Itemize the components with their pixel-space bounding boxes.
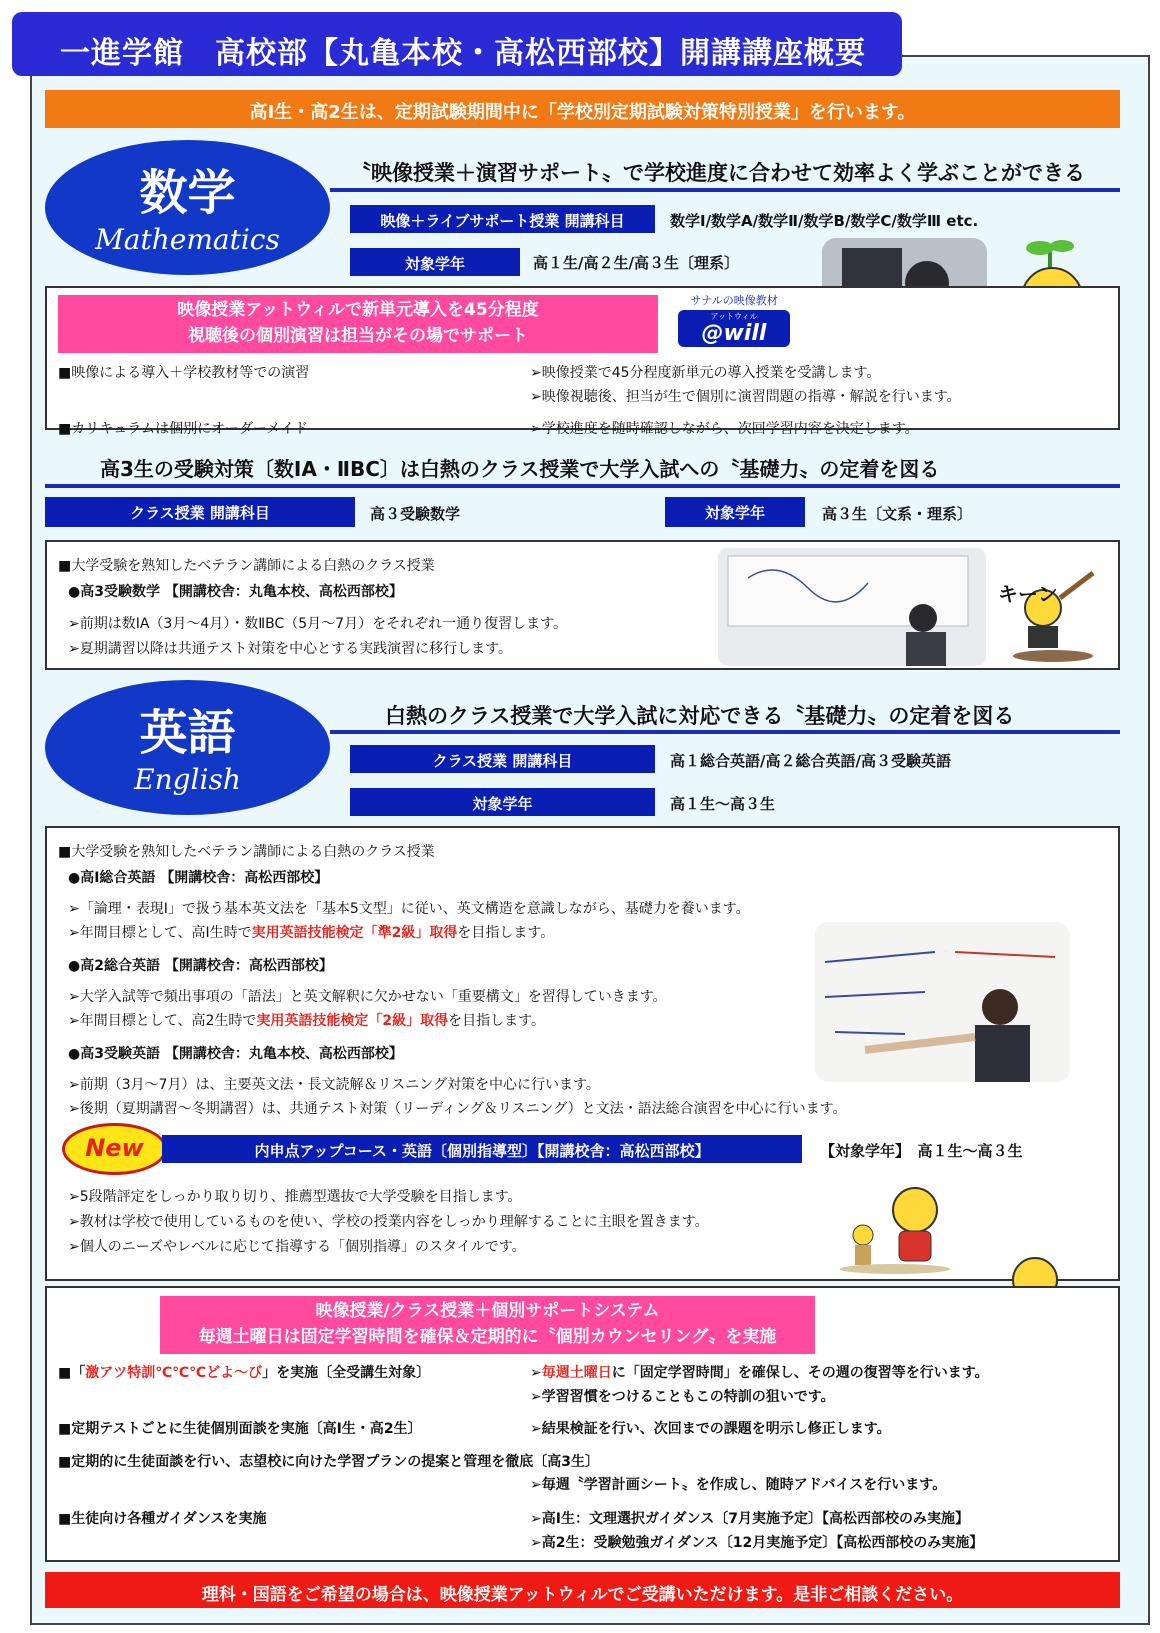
support-row-4: ■生徒向け各種ガイダンスを実施 [58, 1511, 267, 1527]
english-grade-label: 対象学年 [350, 788, 655, 816]
math-badge [45, 140, 330, 275]
support-row-1-detail-1b: に「固定学習時間」を確保し、その週の復習等を行います。 [611, 1365, 989, 1381]
english-course-1-title: ●高Ⅰ総合英語 【開講校舎：高松西部校】 [68, 870, 329, 886]
support-row-4-detail-2: ➢高2生：受験勉強ガイダンス〔12月実施予定〕【高松西部校のみ実施】 [530, 1535, 984, 1551]
math-badge-title: 数学 [139, 165, 236, 221]
english-course-2-line-2a: ➢年間目標として、高2生時で [68, 1013, 257, 1029]
english-badge [45, 680, 330, 815]
english-subject-value: 高１総合英語/高２総合英語/高３受験英語 [670, 752, 951, 770]
support-row-1 [58, 1362, 430, 1382]
english-course-1-line-2b: を目指します。 [457, 925, 555, 941]
math-detail-3: ➢学校進度を随時確認しながら、次回学習内容を決定します。 [530, 421, 919, 437]
new-course-banner: 内申点アップコース・英語〔個別指導型〕【開講校舎：高松西部校】 [162, 1135, 802, 1163]
support-row-1-detail-2: ➢学習習慣をつけることもこの特訓の狙いです。 [530, 1389, 835, 1405]
math-class-grade-label: 対象学年 [665, 497, 805, 527]
english-course-3-line-1: ➢前期（3月～7月）は、主要英文法・長文読解＆リスニング対策を中心に行います。 [68, 1077, 600, 1093]
mascot-group [835, 1165, 955, 1275]
support-row-3: ■定期的に生徒面談を行い、志望校に向けた学習プランの提案と管理を徹底〔高3生〕 [58, 1454, 599, 1470]
math-teacher-photo [718, 548, 986, 666]
new-course-line-2: ➢教材は学校で使用しているものを使い、学校の授業内容をしっかり理解することに主眼を置きます。 [68, 1214, 709, 1230]
math-pink-line1: 映像授業アットウィルで新単元導入を45分程度 [177, 300, 539, 320]
english-course-2-line-2 [68, 1010, 545, 1030]
sound-effect: キーン [998, 582, 1058, 606]
support-row-1b: 」を実施〔全受講生対象〕 [262, 1365, 431, 1381]
english-course-3-line-2: ➢後期（夏期講習～冬期講習）は、共通テスト対策（リーディング＆リスニング）と文法・語法総合演習を中心に行います。 [68, 1101, 847, 1117]
english-course-3-title: ●高3受験英語 【開講校舎：丸亀本校、高松西部校】 [68, 1046, 403, 1062]
math-item-1: ■映像による導入＋学校教材等での演習 [58, 365, 310, 381]
math-class-grade-value: 高３生〔文系・理系〕 [822, 505, 973, 523]
support-row-1-detail-1a: ➢ [530, 1365, 542, 1381]
atwill-logo [678, 292, 790, 354]
math-badge-subtitle: Mathematics [95, 223, 280, 256]
math-headline-rule [330, 188, 1120, 192]
math-subject-value: 数学Ⅰ/数学A/数学Ⅱ/数学B/数学C/数学Ⅲ etc. [670, 212, 979, 230]
math-class-line-1: ■大学受験を熟知したベテラン講師による白熱のクラス授業 [58, 558, 435, 574]
english-course-1-goal: 実用英語技能検定「準2級」取得 [251, 925, 458, 941]
english-teacher-illustration [815, 922, 1070, 1082]
logo-wordmark: @will [701, 321, 767, 346]
math-class-value: 高３受験数学 [370, 505, 461, 523]
english-badge-subtitle: English [134, 763, 241, 796]
new-course-grade: 【対象学年】 高１生～高３生 [820, 1142, 1023, 1160]
math-item-2: ■カリキュラムは個別にオーダーメイド [58, 421, 309, 437]
page-title: 一進学館 高校部【丸亀本校・高松西部校】開講講座概要 [12, 12, 902, 76]
support-pink-line1: 映像授業/クラス授業＋個別サポートシステム [315, 1301, 660, 1321]
support-row-1-program: 激アツ特訓℃℃℃どよ～び [85, 1365, 263, 1381]
footer-banner: 理科・国語をご希望の場合は、映像授業アットウィルでご受講いただけます。是非ご相談ください。 [45, 1572, 1120, 1608]
math-detail-2: ➢映像視聴後、担当が生で個別に演習問題の指導・解説を行います。 [530, 389, 961, 405]
support-row-1-saturday: 毎週土曜日 [541, 1365, 612, 1381]
math-class-label: クラス授業 開講科目 [45, 497, 355, 527]
english-course-1-line-2a: ➢年間目標として、高Ⅰ生時で [68, 925, 252, 941]
new-badge: New [62, 1123, 167, 1175]
math-exam-rule [45, 484, 1120, 488]
english-course-1-line-2 [68, 922, 554, 942]
english-grade-value: 高１生～高３生 [670, 795, 776, 813]
english-course-2-title: ●高2総合英語 【開講校舎：高松西部校】 [68, 958, 333, 974]
support-row-2: ■定期テストごとに生徒個別面談を実施〔高Ⅰ生・高2生〕 [58, 1421, 422, 1437]
english-course-1-line-1: ➢「論理・表現Ⅰ」で扱う基本英文法を「基本5文型」に従い、英文構造を意識しながら、基礎力を養います。 [68, 901, 750, 917]
math-pink-banner [58, 295, 658, 353]
math-subject-label: 映像＋ライブサポート授業 開講科目 [350, 205, 655, 233]
english-course-2-goal: 実用英語技能検定「2級」取得 [256, 1013, 449, 1029]
support-row-3-detail: ➢毎週〝学習計画シート〟を作成し、随時アドバイスを行います。 [530, 1477, 947, 1493]
new-course-line-1: ➢5段階評定をしっかり取り切り、推薦型選抜で大学受験を目指します。 [68, 1189, 522, 1205]
english-course-2-line-1: ➢大学入試等で頻出事項の「語法」と英文解釈に欠かせない「重要構文」を習得していきます。 [68, 989, 667, 1005]
logo-kana: アットウィル [710, 312, 758, 321]
math-headline: 〝映像授業＋演習サポート〟で学校進度に合わせて効率よく学ぶことができる [350, 161, 1085, 185]
english-headline: 白熱のクラス授業で大学入試に対応できる〝基礎力〟の定着を図る [385, 704, 1015, 728]
notice-banner: 高Ⅰ生・高2生は、定期試験期間中に「学校別定期試験対策特別授業」を行います。 [45, 90, 1120, 128]
math-exam-headline: 高3生の受験対策〔数ⅠA・ⅡBC〕は白熱のクラス授業で大学入試への〝基礎力〟の定着を図る [100, 457, 940, 481]
mascot-batter [998, 568, 1113, 663]
support-row-4-detail-1: ➢高Ⅰ生：文理選択ガイダンス〔7月実施予定〕【高松西部校のみ実施】 [530, 1511, 969, 1527]
support-pink-line2: 毎週土曜日は固定学習時間を確保＆定期的に〝個別カウンセリング〟を実施 [198, 1327, 777, 1347]
support-row-2-detail: ➢結果検証を行い、次回までの課題を明示し修正します。 [530, 1421, 891, 1437]
support-pink-banner [160, 1296, 815, 1354]
english-headline-rule [330, 730, 1120, 734]
support-row-1-detail-1 [530, 1362, 989, 1382]
math-detail-1: ➢映像授業で45分程度新単元の導入授業を受講します。 [530, 365, 881, 381]
new-course-line-3: ➢個人のニーズやレベルに応じて指導する「個別指導」のスタイルです。 [68, 1239, 526, 1255]
math-grade-label: 対象学年 [350, 248, 520, 276]
english-course-2-line-2b: を目指します。 [448, 1013, 545, 1029]
math-class-line-4: ➢夏期講習以降は共通テスト対策を中心とする実践演習に移行します。 [68, 641, 513, 657]
math-class-line-3: ➢前期は数ⅠA（3月～4月）・数ⅡBC（5月～7月）をそれぞれ一通り復習します。 [68, 616, 567, 632]
math-grade-value: 高１生/高２生/高３生〔理系〕 [533, 254, 739, 272]
support-row-1a: ■「 [58, 1365, 86, 1381]
mascot-group-illustration [835, 1165, 955, 1275]
logo-caption: サナルの映像教材 [690, 294, 778, 307]
teacher-photo-illustration [718, 548, 986, 666]
english-teacher-photo [815, 922, 1070, 1082]
english-badge-title: 英語 [139, 705, 236, 761]
english-subject-label: クラス授業 開講科目 [350, 745, 655, 773]
english-intro: ■大学受験を熟知したベテラン講師による白熱のクラス授業 [58, 844, 435, 860]
math-pink-line2: 視聴後の個別演習は担当がその場でサポート [188, 326, 528, 346]
math-class-line-2: ●高3受験数学 【開講校舎：丸亀本校、高松西部校】 [68, 584, 403, 600]
